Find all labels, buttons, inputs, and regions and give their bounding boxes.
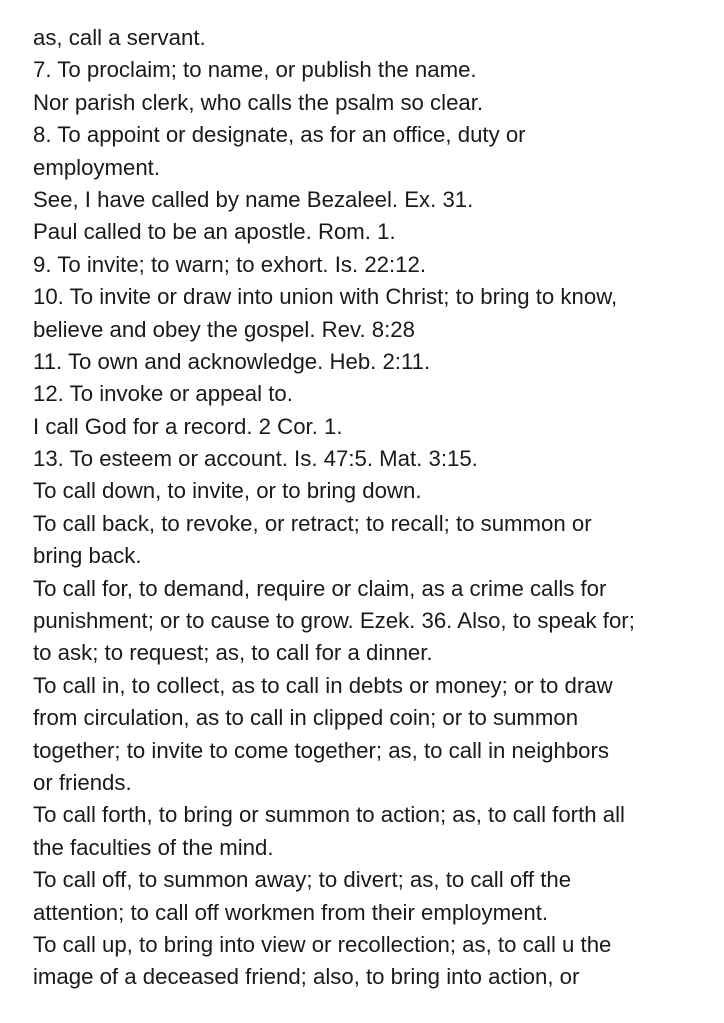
text-line: To call back, to revoke, or retract; to recall; to summon or (33, 510, 592, 536)
text-line: 8. To appoint or designate, as for an office, duty or (33, 122, 526, 148)
text-line: the faculties of the mind. (33, 834, 274, 860)
text-line: attention; to call off workmen from their employment. (33, 899, 549, 925)
text-line: bring back. (33, 543, 142, 569)
text-line: together; to invite to come together; as, to call in neighbors (33, 737, 609, 763)
text-line: To call down, to invite, or to bring down. (33, 478, 422, 504)
text-line: as, call a servant. (33, 25, 206, 50)
text-line: To call for, to demand, require or claim, as a crime calls for (33, 575, 607, 601)
text-line: To call in, to collect, as to call in debts or money; or to draw (33, 672, 613, 698)
text-line: To call off, to summon away; to divert; as, to call off the (33, 867, 572, 893)
text-line: To call up, to bring into view or recollection; as, to call u the (33, 931, 612, 957)
text-line: to ask; to request; as, to call for a dinner. (33, 640, 433, 666)
document-text (33, 22, 713, 994)
text-line: Nor parish clerk, who calls the psalm so clear. (33, 89, 484, 115)
text-line: To call forth, to bring or summon to action; as, to call forth all (33, 802, 625, 828)
text-line: punishment; or to cause to grow. Ezek. 36. Also, to speak for; (33, 608, 635, 634)
text-line: from circulation, as to call in clipped coin; or to summon (33, 705, 579, 731)
text-line: believe and obey the gospel. Rev. 8:28 (33, 316, 415, 342)
text-line: 10. To invite or draw into union with Christ; to bring to know, (33, 284, 618, 310)
text-line: 11. To own and acknowledge. Heb. 2:11. (33, 348, 431, 374)
text-line: 7. To proclaim; to name, or publish the name. (33, 57, 477, 83)
text-line: 13. To esteem or account. Is. 47:5. Mat. 3:15. (33, 446, 478, 472)
text-line: See, I have called by name Bezaleel. Ex. 31. (33, 186, 474, 212)
text-line: image of a deceased friend; also, to bring into action, or (33, 964, 580, 990)
text-line: 9. To invite; to warn; to exhort. Is. 22:12. (33, 251, 427, 277)
text-line: Paul called to be an apostle. Rom. 1. (33, 219, 396, 245)
text-line: 12. To invoke or appeal to. (33, 381, 293, 407)
text-line: employment. (33, 154, 161, 180)
text-line: I call God for a record. 2 Cor. 1. (33, 413, 343, 439)
text-line: or friends. (33, 769, 132, 795)
